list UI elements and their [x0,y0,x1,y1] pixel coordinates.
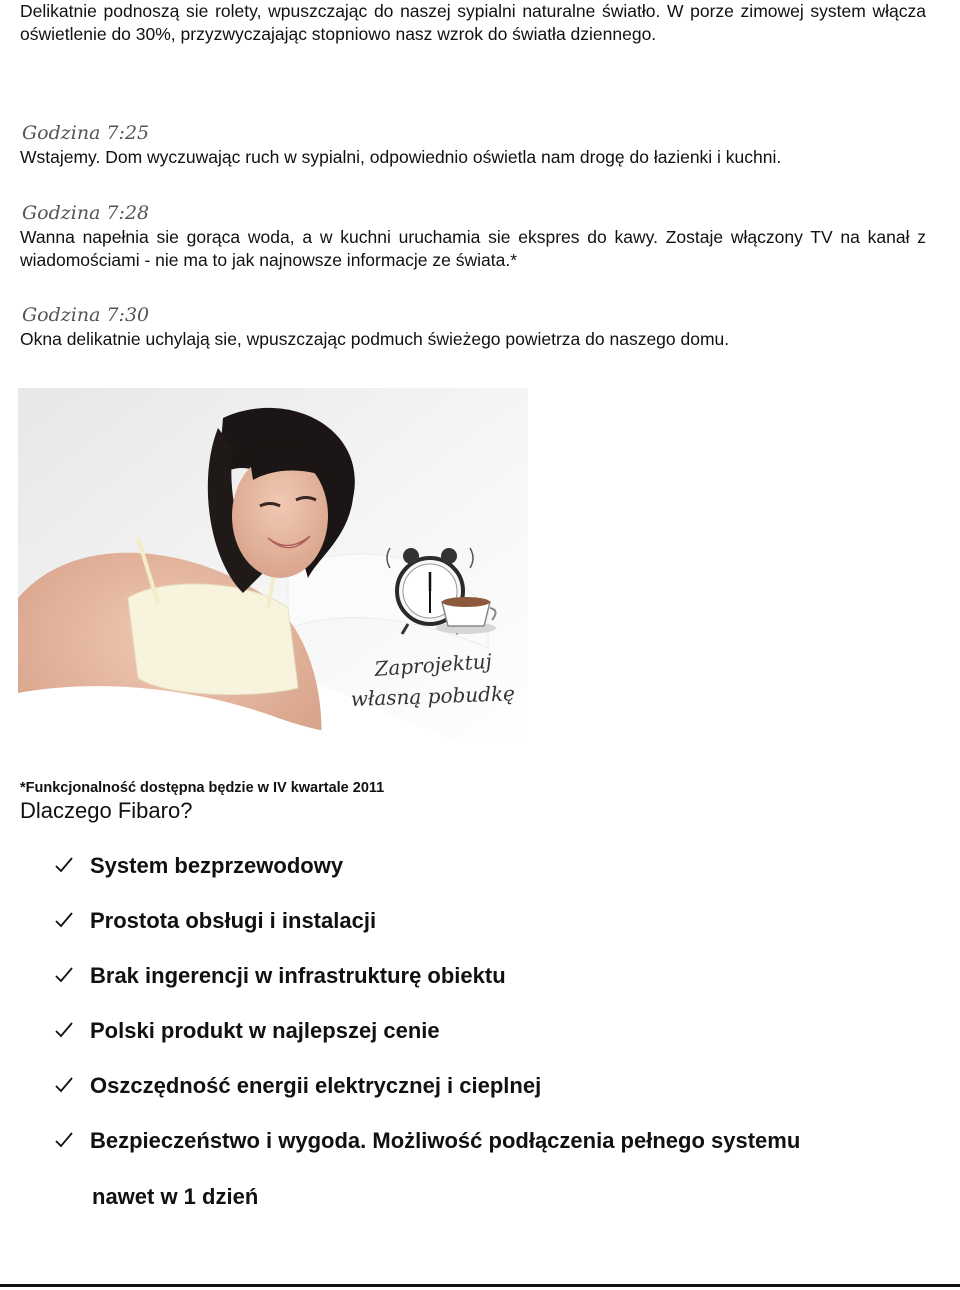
step-text-725: Wstajemy. Dom wyczuwając ruch w sypialni, odpowiednio oświetla nam drogę do łazienki i kuchni. [20,147,782,167]
feature-text: Prostota obsługi i instalacji [90,908,377,933]
feature-continuation: nawet w 1 dzień [92,1184,259,1209]
promo-photo [18,388,528,768]
page-bottom-rule [0,1284,960,1287]
checkmark-icon [54,1020,74,1040]
step-text-730: Okna delikatnie uchylają sie, wpuszczając podmuch świeżego powietrza do naszego domu. [20,329,730,349]
footnote: *Funkcjonalność dostępna będzie w IV kwartale 2011 [20,780,385,796]
checkmark-icon [54,910,74,930]
svg-text:Godzina 7:28: Godzina 7:28 [22,202,150,224]
checkmark-icon [54,965,74,985]
checkmark-icon [54,855,74,875]
why-fibaro-heading: Dlaczego Fibaro? [20,798,193,823]
feature-item [0,958,940,1013]
promo-line-1: Zaprojektuj [373,648,493,681]
coffee-cup-icon [436,597,496,634]
svg-text:Godzina 7:30: Godzina 7:30 [22,304,150,326]
feature-item [0,903,940,958]
feature-text: Bezpieczeństwo i wygoda. Możliwość podłączenia pełnego systemu [90,1128,801,1153]
checkmark-icon [54,1130,74,1150]
feature-item [0,1068,940,1123]
svg-text:Godzina 7:25: Godzina 7:25 [22,122,150,144]
step-text-728: Wanna napełnia sie gorąca woda, a w kuchni uruchamia sie ekspres do kawy. Zostaje włączony TV na kanał z wiadomościami - nie ma to jak najnowsze informacje ze świata.* [20,227,926,270]
feature-text: Polski produkt w najlepszej cenie [90,1018,440,1043]
feature-text: Brak ingerencji w infrastrukturę obiektu [90,963,506,988]
checkmark-icon [54,1075,74,1095]
feature-list [0,848,940,1178]
intro-paragraph: Delikatnie podnoszą sie rolety, wpuszczając do naszej sypialni naturalne światło. W porze zimowej system włącza oświetlenie do 30%, przyzwyczajając stopniowo nasz wzrok do światła dziennego. [20,1,926,44]
feature-text: System bezprzewodowy [90,853,344,878]
feature-item [0,848,940,903]
feature-text: Oszczędność energii elektrycznej i cieplnej [90,1073,542,1098]
promo-line-2: własną pobudkę [350,681,516,711]
feature-item [0,1123,940,1178]
feature-item [0,1013,940,1068]
